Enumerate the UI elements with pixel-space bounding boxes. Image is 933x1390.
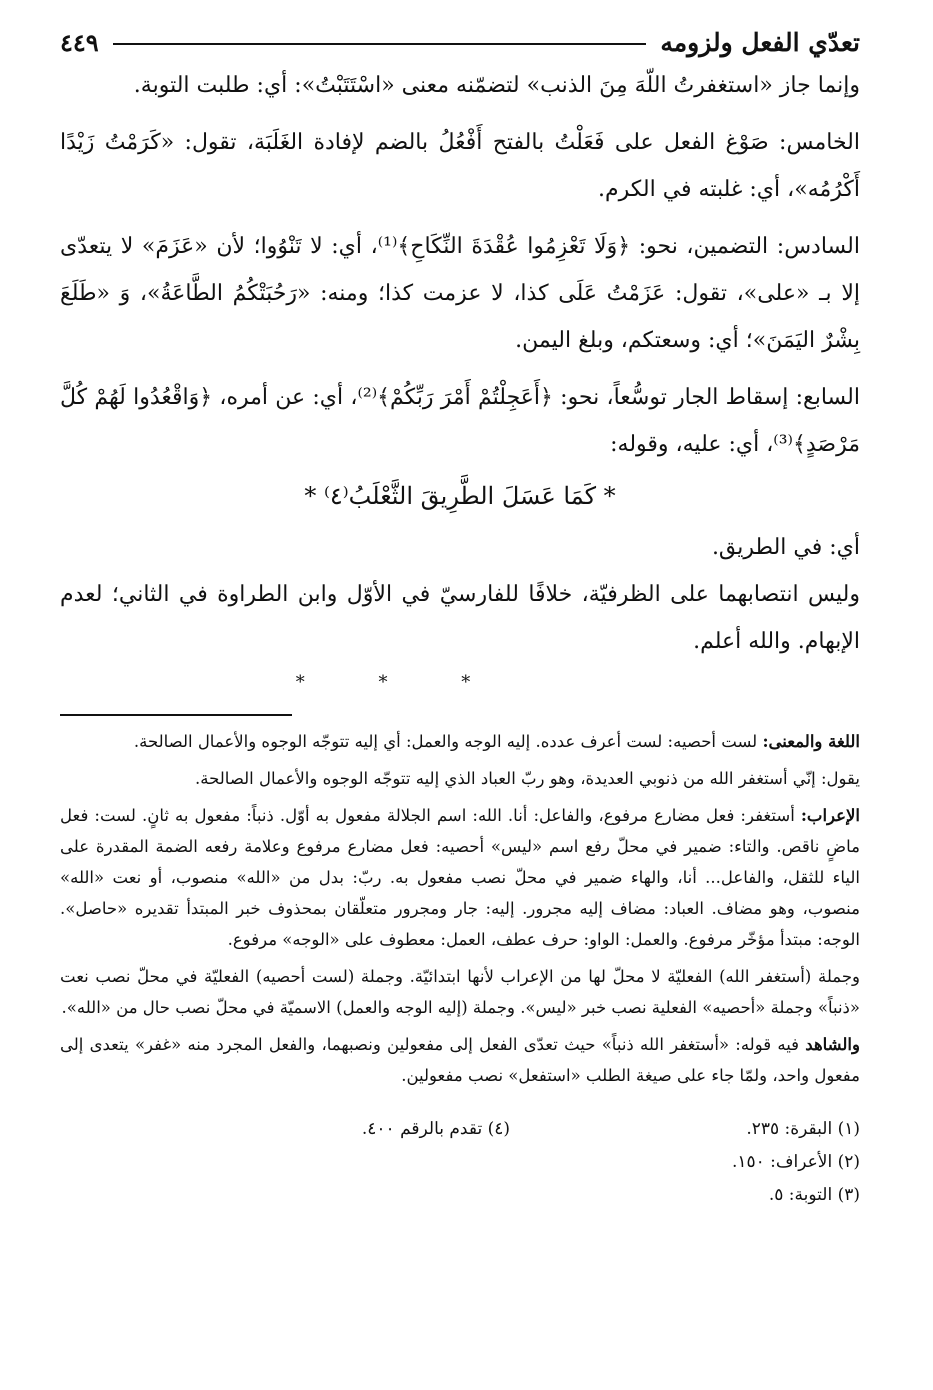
notes-divider	[60, 714, 292, 716]
commentary-notes	[60, 726, 860, 1091]
footnote: (٢) الأعراف: ١٥٠.	[731, 1152, 860, 1172]
note-paragraph	[60, 726, 860, 757]
footnotes-right-column	[732, 1113, 860, 1212]
note-text: أستغفر: فعل مضارع مرفوع، والفاعل: أنا. الله: اسم الجلالة مفعول به أوّل. ذنباً: مفعول به ثانٍ. لست: فعل ماضٍ ناقص. والتاء: ضمير في محلّ رفع اسم «ليس» أحصيه: فعل مضارع مرفوع وعلامة رفعه الضمة المقدرة على الياء للثقل، والفاعل... أنا، والهاء ضمير في محلّ نصب مفعول به. ربّ: بدل من «الله» منصوب، أو نعت «الله» منصوب، وهو مضاف. العباد: مضاف إليه مجرور. إليه: جار ومجرور متعلّقان بمحذوف خبر المبتدأ تقديره «حاصل». الوجه: مبتدأ مؤخّر مرفوع. والعمل: الواو: حرف عطف، العمل: معطوف على «الوجه» مرفوع.	[60, 806, 860, 949]
main-text	[60, 62, 860, 706]
paragraph: الخامس: صَوْغ الفعل على فَعَلْتُ بالفتح أَفْعُلُ بالضم لإفادة الغَلَبَة، تقول: «كَرَمْتُ زَيْدًا أَكْرُمُه»، أي: غلبته في الكرم.	[60, 130, 860, 202]
footnote: (١) البقرة: ٢٣٥.	[746, 1119, 860, 1139]
note-paragraph	[60, 763, 860, 794]
footnote: (٤) تقدم بالرقم ٤٠٠.	[361, 1119, 510, 1139]
note-text: يقول: إنّي أستغفر الله من ذنوبي العديدة، وهو ربّ العباد الذي إليه تتوجّه الوجوه والأعمال الصالحة.	[195, 769, 860, 788]
note-paragraph	[60, 1029, 860, 1091]
paragraph: السابع: إسقاط الجار توسُّعاً، نحو: ﴿أَعَجِلْتُمْ أَمْرَ رَبِّكُمْ﴾⁽²⁾، أي: عن أمره، ﴿وَاقْعُدُوا لَهُمْ كُلَّ مَرْصَدٍ﴾⁽³⁾، أي: عليه، وقوله:	[60, 385, 860, 457]
note-text: وجملة (أستغفر الله) الفعليّة لا محلّ لها من الإعراب لأنها ابتدائيّة. وجملة (لست أحصيه) الفعليّة في محلّ نصب نعت «ذنباً» وجملة «أحصيه» الفعلية نصب خبر «ليس». وجملة (إليه الوجه والعمل) الاسميّة في محلّ نصب حال من «الله».	[60, 967, 860, 1017]
section-stars: * * *	[295, 672, 505, 693]
note-label: الإعراب:	[800, 806, 860, 825]
note-paragraph	[60, 961, 860, 1023]
page-number: ٤٤٩	[60, 27, 99, 57]
paragraph: وإنما جاز «استغفرتُ اللّهَ مِنَ الذنب» لتضمّنه معنى «اسْتَتَبْتُ»: أي: طلبت التوبة.	[133, 73, 860, 98]
footnotes-left-column	[362, 1113, 510, 1146]
paragraph: وليس انتصابهما على الظرفيّة، خلافًا للفارسيّ في الأوّل وابن الطراوة في الثاني؛ لعدم الإبهام. والله أعلم.	[60, 582, 860, 654]
footnotes	[60, 1113, 860, 1223]
page-header	[60, 22, 860, 62]
verse-line: * كَمَا عَسَلَ الطَّرِيقَ الثَّعْلَبُ⁽٤⁾ *	[304, 482, 616, 510]
note-text: لست أحصيه: لست أعرف عدده. إليه الوجه والعمل: أي إليه تتوجّه الوجوه والأعمال الصالحة.	[133, 732, 763, 751]
note-label: اللغة والمعنى:	[762, 732, 860, 751]
paragraph: السادس: التضمين، نحو: ﴿وَلَا تَعْزِمُوا عُقْدَةَ النِّكَاحِ﴾⁽¹⁾، أي: لا تَنْوُوا؛ لأن «عَزَمَ» لا يتعدّى إلا بـ «على»، تقول: عَزَمْتُ عَلَى كذا، لا عزمت كذا؛ ومنه: «رَحُبَتْكُمُ الطَّاعَةُ»، وَ «طَلَعَ بِشْرٌ اليَمَنَ»؛ أي: وسعتكم، وبلغ اليمن.	[60, 234, 860, 353]
footnote: (٣) التوبة: ٥.	[768, 1185, 860, 1205]
note-text: فيه قوله: «أستغفر الله ذنباً» حيث تعدّى الفعل إلى مفعولين ونصبهما، والفعل المجرد منه «غفر» يتعدى إلى مفعول واحد، ولمّا جاء على صيغة الطلب «استفعل» نصب مفعولين.	[60, 1035, 860, 1085]
book-page	[60, 22, 860, 1372]
paragraph: أي: في الطريق.	[711, 535, 860, 560]
header-rule	[113, 43, 647, 45]
note-paragraph	[60, 800, 860, 955]
running-title: تعدّي الفعل ولزومه	[660, 27, 860, 57]
note-label: والشاهد	[805, 1035, 860, 1054]
